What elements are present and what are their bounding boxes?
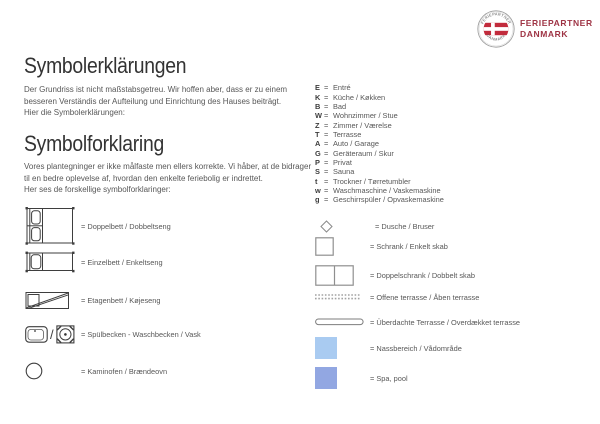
room-code-letter: E	[315, 83, 320, 93]
room-code-row	[315, 111, 444, 120]
room-code-row	[315, 139, 444, 148]
bunk-bed-icon	[25, 291, 70, 310]
room-code-row	[315, 102, 444, 111]
room-code-letter: W	[315, 111, 322, 121]
covered-terrace-icon	[315, 318, 364, 326]
symbol-row	[25, 325, 201, 344]
symbol-label: = Spülbecken - Waschbecken / Vask	[81, 330, 201, 339]
intro-german-body: Der Grundriss ist nicht maßstabsgetreu. Wir hoffen aber, dass er zu einem besseren Verständis der Aufteilung und Einrichtung des Hauses beiträgt.	[24, 85, 288, 106]
symbol-label: = Nassbereich / Vådområde	[370, 343, 462, 353]
symbol-row	[25, 291, 161, 310]
feriepartner-badge-icon	[477, 10, 515, 48]
symbol-row	[315, 237, 448, 256]
title-german: Symbolerklärungen	[24, 53, 187, 78]
intro-german	[24, 84, 316, 119]
room-code-equals: =	[324, 148, 329, 158]
symbol-label: = Doppelschrank / Dobbelt skab	[370, 271, 475, 280]
room-code-equals: =	[324, 185, 329, 195]
room-code-equals: =	[324, 83, 329, 93]
room-code-row	[315, 158, 444, 167]
double-cabinet-icon	[315, 265, 354, 286]
room-code-legend	[315, 83, 444, 204]
room-code-equals: =	[324, 157, 329, 167]
room-code-row	[315, 120, 444, 129]
room-code-letter: Z	[315, 120, 320, 130]
symbol-label: = Doppelbett / Dobbeltseng	[81, 221, 171, 231]
room-code-label: Entré	[333, 83, 351, 93]
symbol-row	[315, 220, 434, 233]
intro-danish-body: Vores plantegninger er ikke målfaste men ellers korrekte. Vi håber, at de bidrager til en bedre oplevelse af, hvordan den enkelte feriebolig er indrettet.	[24, 162, 312, 183]
room-code-row	[315, 167, 444, 176]
symbol-label: = Offene terrasse / Åben terrasse	[370, 292, 480, 302]
room-code-label: Waschmaschine / Vaskemaskine	[333, 185, 441, 195]
room-code-equals: =	[324, 195, 329, 205]
open-terrace-icon	[315, 293, 361, 301]
room-code-row	[315, 148, 444, 157]
room-code-equals: =	[324, 139, 329, 149]
wordmark-line2: DANMARK	[520, 29, 569, 39]
kitchen-sink-icon	[56, 325, 75, 344]
room-code-label: Sauna	[333, 167, 355, 177]
room-code-label: Geschirrspüler / Opvaskemaskine	[333, 195, 444, 205]
symbol-row	[25, 251, 163, 273]
room-code-letter: P	[315, 157, 320, 167]
room-code-row	[315, 176, 444, 185]
room-code-label: Trockner / Tørretumbler	[333, 176, 411, 186]
room-code-equals: =	[324, 129, 329, 139]
symbol-label: = Überdachte Terrasse / Overdækket terrasse	[370, 317, 520, 327]
room-code-row	[315, 83, 444, 92]
intro-danish-lead: Her ses de forskellige symbolforklaringer:	[24, 185, 171, 195]
wordmark-line1: FERIEPARTNER	[520, 18, 593, 28]
room-code-label: Zimmer / Værelse	[333, 120, 392, 130]
room-code-row	[315, 186, 444, 195]
room-code-letter: K	[315, 92, 321, 102]
symbol-label: = Kaminofen / Brændeovn	[81, 366, 168, 376]
room-code-equals: =	[324, 92, 329, 102]
symbol-row	[315, 293, 479, 301]
room-code-label: Privat	[333, 157, 352, 167]
room-code-letter: B	[315, 101, 321, 111]
double-bed-icon	[25, 206, 75, 246]
symbol-label: = Schrank / Enkelt skab	[370, 242, 448, 251]
brand-wordmark	[520, 18, 593, 40]
symbol-label: = Einzelbett / Enkeltseng	[81, 257, 163, 267]
room-code-equals: =	[324, 176, 329, 186]
room-code-letter: S	[315, 167, 320, 177]
room-code-row	[315, 195, 444, 204]
room-code-letter: G	[315, 148, 321, 158]
room-code-row	[315, 130, 444, 139]
room-code-label: Auto / Garage	[333, 139, 380, 149]
room-code-equals: =	[324, 120, 329, 130]
room-code-letter: w	[315, 185, 321, 195]
wood-stove-icon	[25, 362, 43, 380]
room-code-letter: g	[315, 195, 320, 205]
symbol-label: = Spa, pool	[370, 373, 408, 383]
room-code-equals: =	[324, 167, 329, 177]
wet-area-icon	[315, 337, 337, 359]
shower-icon	[320, 220, 333, 233]
title-danish: Symbolforklaring	[24, 131, 164, 156]
brand-logo	[477, 10, 593, 48]
symbol-row	[315, 265, 475, 286]
room-code-row	[315, 92, 444, 101]
room-code-letter: t	[315, 176, 318, 186]
symbol-row	[315, 337, 462, 359]
intro-german-lead: Hier die Symbolerklärungen:	[24, 108, 125, 118]
symbol-row	[315, 367, 408, 389]
room-code-label: Terrasse	[333, 129, 362, 139]
symbol-label: = Dusche / Bruser	[375, 222, 435, 231]
room-code-equals: =	[324, 111, 329, 121]
single-cabinet-icon	[315, 237, 334, 256]
room-code-equals: =	[324, 101, 329, 111]
symbol-label: = Etagenbett / Køjeseng	[81, 296, 161, 305]
room-code-label: Bad	[333, 101, 347, 111]
room-code-letter: T	[315, 129, 320, 139]
badge-top-text: FERIEPARTNER	[480, 12, 512, 25]
symbol-row	[315, 318, 520, 326]
room-code-letter: A	[315, 139, 321, 149]
symbol-row	[25, 206, 171, 246]
symbol-row	[25, 362, 167, 380]
spa-pool-icon	[315, 367, 337, 389]
room-code-label: Geräteraum / Skur	[333, 148, 394, 158]
room-code-label: Wohnzimmer / Stue	[333, 111, 398, 121]
room-code-label: Küche / Køkken	[333, 92, 386, 102]
slash-separator: /	[50, 327, 54, 342]
washbasin-icon	[25, 326, 48, 343]
badge-bottom-text: DANMARK	[485, 33, 507, 42]
single-bed-icon	[25, 251, 75, 273]
intro-danish	[24, 161, 316, 196]
